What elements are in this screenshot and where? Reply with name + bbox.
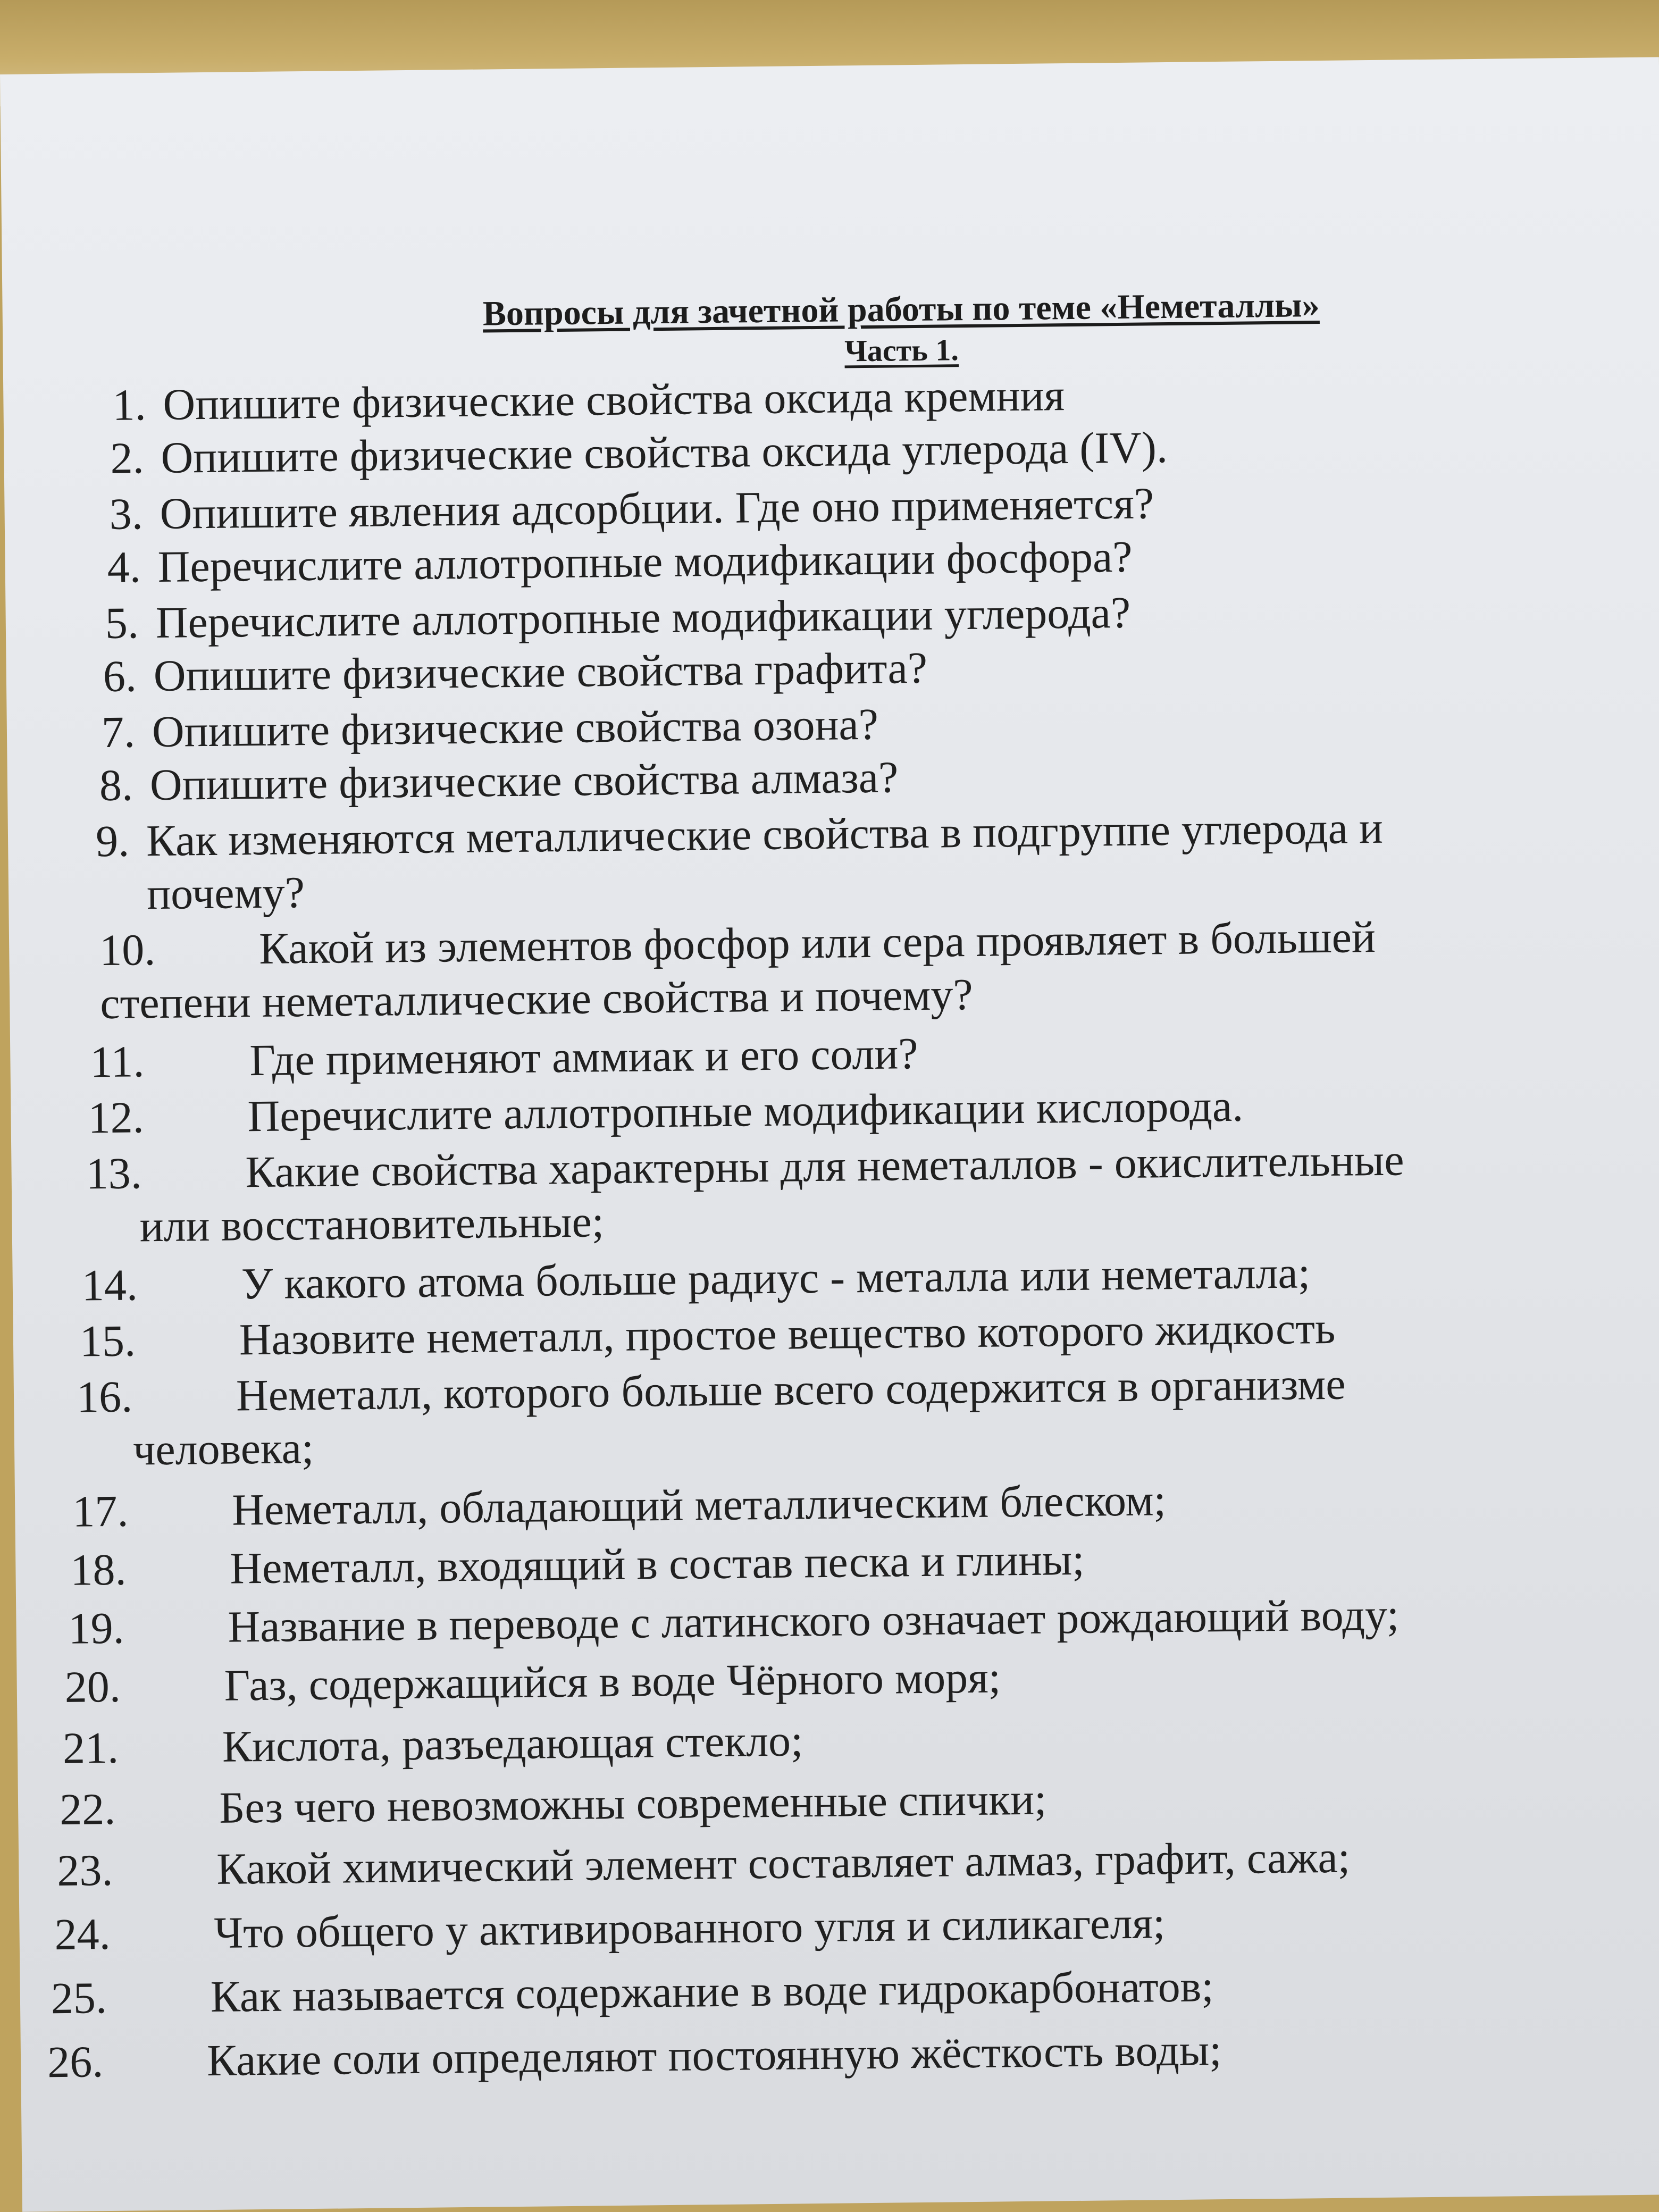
question-number: 11.	[89, 1037, 145, 1087]
paper-sheet	[0, 57, 1659, 2211]
question-text: Неметалл, обладающий металлическим блеском;	[231, 1476, 1167, 1535]
question-text: Какие соли определяют постоянную жёсткость воды;	[206, 2025, 1222, 2086]
question-18	[70, 1534, 1085, 1597]
question-number: 7.	[101, 707, 136, 758]
question-11	[90, 1027, 918, 1089]
question-number: 3.	[109, 489, 144, 539]
question-22	[60, 1773, 1047, 1837]
question-19	[68, 1589, 1400, 1656]
question-20	[64, 1651, 1001, 1714]
question-9	[96, 802, 1384, 921]
question-23	[57, 1831, 1351, 1898]
question-text: Перечислите аллотропные модификации фосфора?	[157, 532, 1133, 592]
question-number: 12.	[88, 1093, 145, 1143]
question-number: 1.	[112, 380, 147, 430]
question-1	[112, 369, 1065, 432]
question-2	[110, 421, 1168, 485]
question-13	[86, 1134, 1405, 1254]
document-part: Часть 1.	[844, 332, 959, 368]
question-text: У какого атома больше радиус - металла или неметалла;	[241, 1248, 1311, 1309]
question-26	[47, 2024, 1222, 2089]
question-15	[79, 1302, 1335, 1369]
question-number: 23.	[56, 1845, 113, 1896]
question-number: 18.	[70, 1545, 127, 1595]
question-number: 24.	[54, 1909, 111, 1960]
question-number: 22.	[59, 1784, 116, 1835]
document-heading	[482, 284, 1320, 374]
question-8	[99, 751, 898, 812]
question-text: Как называется содержание в воде гидрокарбонатов;	[210, 1962, 1214, 2022]
question-text: Перечислите аллотропные модификации углерода?	[155, 588, 1131, 648]
question-number: 16.	[76, 1372, 133, 1422]
question-number: 15.	[79, 1316, 136, 1367]
question-number: 10.	[99, 925, 156, 976]
question-text: Без чего невозможны современные спички;	[219, 1774, 1047, 1833]
question-text: Где применяют аммиак и его соли?	[249, 1029, 919, 1086]
question-number: 14.	[81, 1260, 138, 1311]
document-title: Вопросы для зачетной работы по теме «Неметаллы»	[482, 286, 1320, 333]
question-text: Какие свойства характерны для неметаллов - окислительные	[245, 1135, 1404, 1197]
question-12	[88, 1080, 1244, 1145]
question-text: Как изменяются металлические свойства в подгруппе углерода и	[146, 803, 1384, 866]
question-16	[77, 1358, 1347, 1478]
question-text: Опишите явления адсорбции. Где оно применяется?	[160, 479, 1154, 539]
question-14	[81, 1246, 1310, 1312]
question-17	[72, 1474, 1167, 1539]
question-number: 9.	[95, 816, 130, 867]
question-6	[103, 642, 927, 703]
question-text: Опишите физические свойства графита?	[153, 643, 928, 701]
question-text: Кислота, разъедающая стекло;	[222, 1716, 803, 1772]
question-number: 6.	[103, 651, 137, 702]
question-continuation: степени неметаллические свойства и почему?	[99, 969, 974, 1029]
question-10	[99, 911, 1377, 1030]
question-number: 25.	[51, 1973, 107, 2024]
question-text: Неметалл, которого больше всего содержится в организме	[236, 1359, 1346, 1421]
question-24	[54, 1897, 1166, 1962]
question-continuation: почему?	[146, 868, 305, 919]
question-number: 20.	[64, 1662, 121, 1712]
question-number: 4.	[107, 542, 141, 592]
question-25	[51, 1960, 1214, 2025]
question-text: Перечислите аллотропные модификации кислорода.	[247, 1081, 1244, 1142]
question-text: Опишите физические свойства алмаза?	[149, 752, 899, 810]
question-continuation: или восстановительные;	[139, 1197, 605, 1252]
question-5	[105, 586, 1130, 650]
question-4	[107, 531, 1133, 594]
question-number: 21.	[62, 1723, 119, 1773]
question-text: Опишите физические свойства оксида кремния	[163, 371, 1065, 430]
question-number: 17.	[72, 1486, 129, 1537]
question-text: Назовите неметалл, простое вещество которого жидкость	[239, 1303, 1336, 1365]
question-text: Опишите физические свойства озона?	[152, 699, 879, 757]
question-text: Опишите физические свойства оксида углерода (IV).	[161, 423, 1168, 483]
question-number: 2.	[110, 433, 145, 483]
question-continuation: человека;	[132, 1423, 314, 1475]
question-text: Что общего у активированного угля и силикагеля;	[214, 1898, 1166, 1958]
question-number: 8.	[99, 760, 133, 811]
question-number: 5.	[105, 598, 139, 648]
question-7	[101, 698, 878, 759]
question-text: Какой из элементов фосфор или сера проявляет в большей	[258, 912, 1376, 974]
question-number: 19.	[68, 1603, 125, 1654]
question-21	[62, 1714, 803, 1775]
question-text: Газ, содержащийся в воде Чёрного моря;	[224, 1653, 1001, 1711]
question-text: Название в переводе с латинского означает рождающий воду;	[228, 1590, 1400, 1652]
question-number: 13.	[86, 1149, 143, 1199]
question-number: 26.	[47, 2037, 104, 2088]
question-text: Какой химический элемент составляет алмаз, графит, сажа;	[216, 1832, 1351, 1894]
question-text: Неметалл, входящий в состав песка и глины;	[229, 1535, 1085, 1594]
